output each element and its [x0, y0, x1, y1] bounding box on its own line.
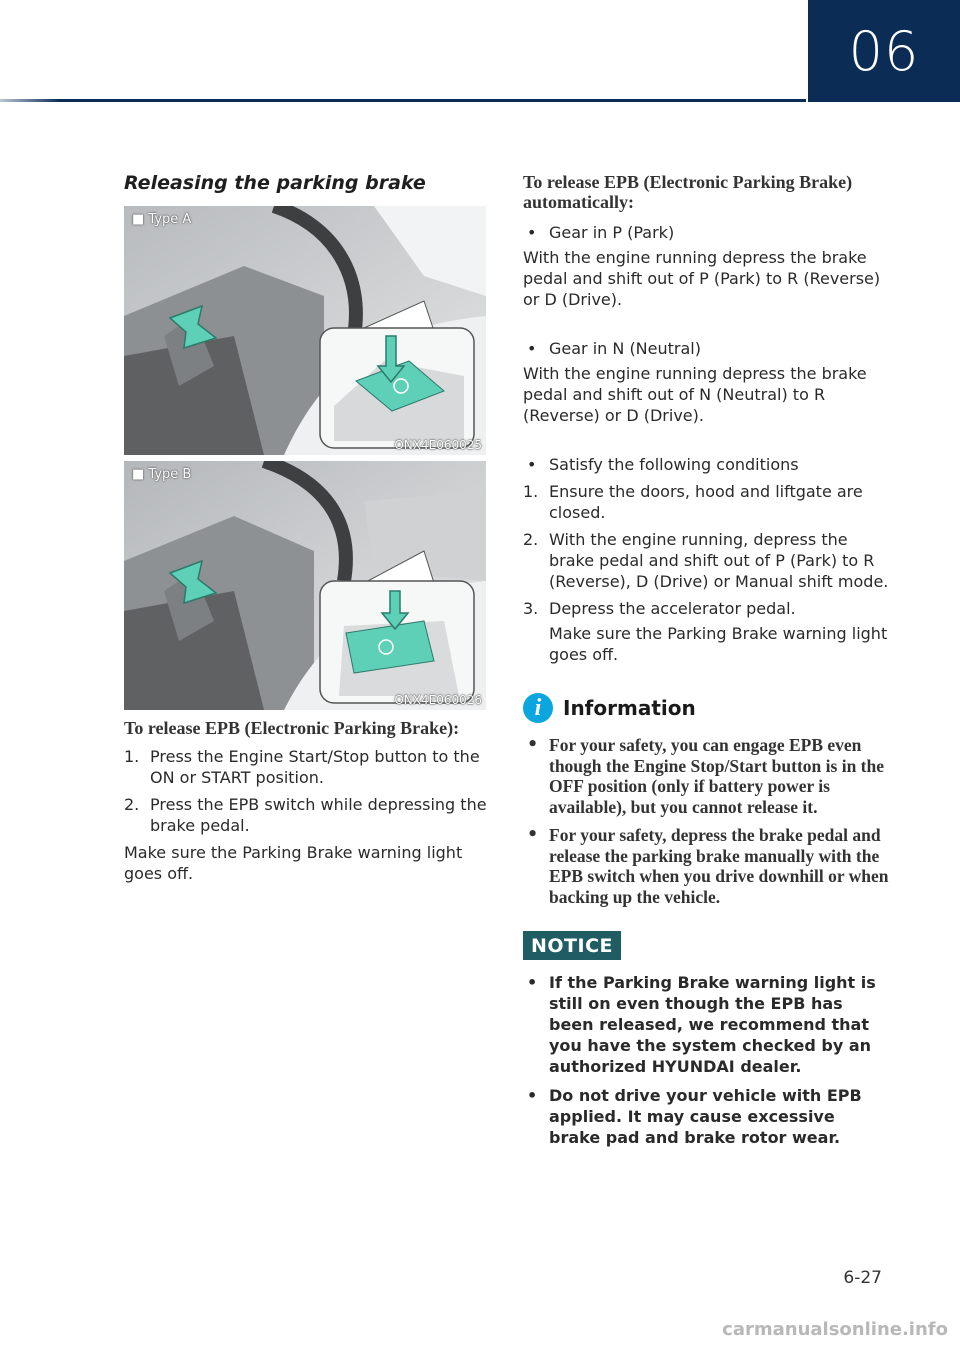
list-item — [124, 746, 494, 788]
auto-release-heading: To release EPB (Electronic Parking Brake) automatically: — [523, 172, 853, 212]
page-number: 6-27 — [843, 1268, 882, 1288]
list-item — [523, 529, 891, 592]
information-list — [523, 735, 891, 907]
bullet-text: For your safety, depress the brake pedal and release the parking brake manually with the EPB switch when you drive downhill or when backing up the vehicle. — [549, 825, 889, 907]
section-title: Releasing the parking brake — [124, 172, 426, 194]
header-rule — [0, 99, 806, 102]
bullet-text: If the Parking Brake warning light is still on even though the EPB has been released, we recommend that you have the system checked by an authorized HYUNDAI dealer. — [549, 973, 876, 1076]
step-text: Press the Engine Start/Stop button to the ON or START position. — [150, 747, 480, 787]
list-item: • If the Parking Brake warning light is still on even though the EPB has been released, we recommend that you have the system checked by an authorized HYUNDAI dealer. — [523, 972, 891, 1077]
step-number: 2. — [124, 795, 140, 814]
left-column — [124, 718, 494, 884]
list-item: • For your safety, you can engage EPB even though the Engine Stop/Start button is in the OFF position (only if battery power is available), but you cannot release it. — [523, 735, 891, 817]
step-text: Ensure the doors, hood and liftgate are closed. — [549, 482, 863, 522]
information-label: Information — [563, 696, 696, 720]
step-number: 1. — [124, 747, 140, 766]
step-number: 1. — [523, 482, 539, 501]
list-item — [124, 794, 494, 836]
type-a-illustration — [124, 206, 486, 455]
notice-list — [523, 972, 891, 1148]
release-heading: To release EPB (Electronic Parking Brake): — [124, 718, 460, 738]
list-item: • Gear in N (Neutral) — [527, 339, 701, 358]
paragraph: With the engine running depress the brake pedal and shift out of P (Park) to R (Reverse) or D (Drive). — [523, 248, 881, 309]
step-text: Press the EPB switch while depressing the brake pedal. — [150, 795, 487, 835]
bullet-text: Do not drive your vehicle with EPB applied. It may cause excessive brake pad and brake rotor wear. — [549, 1086, 862, 1147]
bullet-text: Satisfy the following conditions — [549, 455, 799, 474]
release-note: Make sure the Parking Brake warning light goes off. — [124, 843, 463, 883]
bullet-text: Gear in P (Park) — [549, 223, 675, 242]
figure-type-b — [124, 461, 486, 710]
list-item: • Satisfy the following conditions — [527, 455, 799, 474]
list-item — [523, 481, 891, 523]
figure-code: ONX4E060026 — [394, 693, 482, 707]
type-b-illustration — [124, 461, 486, 710]
watermark: carmanualsonline.info — [722, 1319, 948, 1340]
chapter-tab: 06 — [808, 0, 960, 102]
info-icon: i — [523, 693, 553, 723]
step-number: 3. — [523, 599, 539, 618]
step-number: 2. — [523, 530, 539, 549]
right-column — [523, 172, 891, 1156]
figure-caption: ■ Type A — [132, 212, 192, 227]
bullet-text: For your safety, you can engage EPB even though the Engine Stop/Start button is in the OFF position (only if battery power is available), but you cannot release it. — [549, 735, 885, 817]
information-title — [523, 693, 891, 723]
list-item: • Gear in P (Park) — [527, 223, 675, 242]
figure-type-a — [124, 206, 486, 455]
figure-caption: ■ Type B — [132, 467, 192, 482]
step-text: Depress the accelerator pedal. — [549, 599, 796, 618]
paragraph: With the engine running depress the brake pedal and shift out of N (Neutral) to R (Reverse) or D (Drive). — [523, 364, 867, 425]
list-item — [523, 598, 891, 619]
paragraph: Make sure the Parking Brake warning light goes off. — [549, 624, 888, 664]
figure-code: ONX4E060025 — [394, 438, 482, 452]
step-text: With the engine running, depress the brake pedal and shift out of P (Park) to R (Reverse), D (Drive) or Manual shift mode. — [549, 530, 889, 591]
list-item: • Do not drive your vehicle with EPB applied. It may cause excessive brake pad and brake rotor wear. — [523, 1085, 891, 1148]
notice-badge: NOTICE — [523, 931, 621, 960]
list-item: • For your safety, depress the brake pedal and release the parking brake manually with the EPB switch when you drive downhill or when backing up the vehicle. — [523, 825, 891, 907]
header-rule-fade — [0, 99, 60, 102]
bullet-text: Gear in N (Neutral) — [549, 339, 701, 358]
